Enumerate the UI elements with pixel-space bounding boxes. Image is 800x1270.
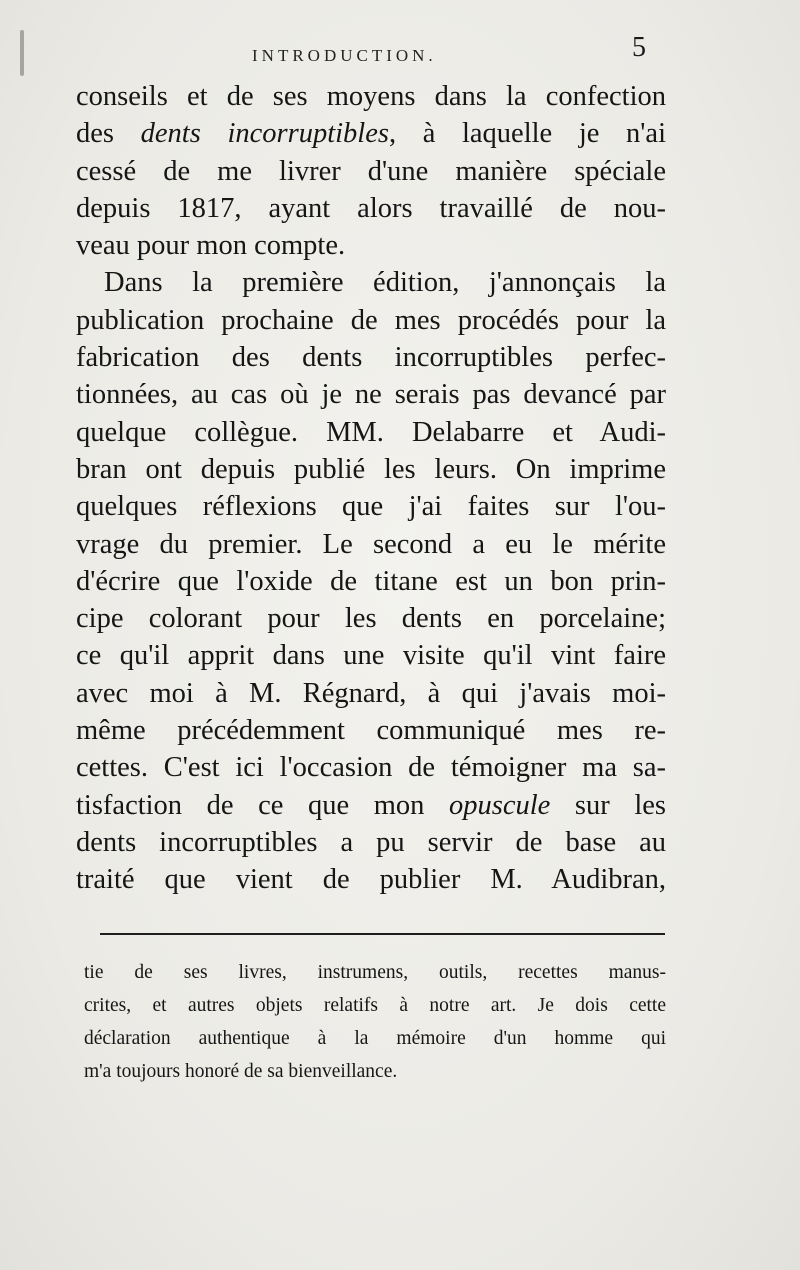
footnote-line: tie de ses livres, instrumens, outils, recettes manus- bbox=[84, 962, 666, 983]
body-line: fabrication des dents incorruptibles perfec- bbox=[76, 342, 666, 374]
body-line: quelques réflexions que j'ai faites sur l'ou- bbox=[76, 491, 666, 523]
margin-mark bbox=[20, 30, 24, 76]
footnote-line: déclaration authentique à la mémoire d'un homme qui bbox=[84, 1028, 666, 1049]
body-line: vrage du premier. Le second a eu le mérite bbox=[76, 528, 666, 560]
body-line: cipe colorant pour les dents en porcelaine; bbox=[76, 603, 666, 635]
body-line: cettes. C'est ici l'occasion de témoigner ma sa- bbox=[76, 752, 666, 784]
body-line bbox=[76, 787, 666, 824]
body-text bbox=[76, 78, 666, 899]
body-line-segment: des bbox=[76, 118, 141, 150]
body-line: quelque collègue. MM. Delabarre et Audi- bbox=[76, 416, 666, 448]
body-line: même précédemment communiqué mes re- bbox=[76, 715, 666, 747]
body-line: dents incorruptibles a pu servir de base au bbox=[76, 826, 666, 858]
footnote-rule bbox=[100, 933, 665, 935]
italic-term: dents incorruptibles bbox=[140, 118, 389, 150]
body-line: publication prochaine de mes procédés pour la bbox=[76, 304, 666, 336]
body-line: avec moi à M. Régnard, à qui j'avais moi- bbox=[76, 677, 666, 709]
body-line: depuis 1817, ayant alors travaillé de nou- bbox=[76, 192, 666, 224]
body-line: bran ont depuis publié les leurs. On imprime bbox=[76, 453, 666, 485]
body-line: cessé de me livrer d'une manière spéciale bbox=[76, 155, 666, 187]
body-line: Dans la première édition, j'annonçais la bbox=[104, 267, 666, 299]
running-head: INTRODUCTION. bbox=[252, 46, 437, 65]
body-line: traité que vient de publier M. Audibran, bbox=[76, 864, 666, 896]
footnote-line: crites, et autres objets relatifs à notre art. Je dois cette bbox=[84, 995, 666, 1016]
footnote bbox=[84, 956, 666, 1088]
body-line: veau pour mon compte. bbox=[76, 230, 346, 262]
body-line-segment: sur les bbox=[550, 789, 666, 821]
italic-term: opuscule bbox=[449, 789, 551, 821]
body-line: ce qu'il apprit dans une visite qu'il vint faire bbox=[76, 640, 666, 672]
body-line: tionnées, au cas où je ne serais pas devancé par bbox=[76, 379, 666, 411]
footnote-line: m'a toujours honoré de sa bienveillance. bbox=[84, 1061, 398, 1082]
body-line: conseils et de ses moyens dans la confection bbox=[76, 81, 666, 112]
page-number: 5 bbox=[632, 32, 646, 63]
body-line: d'écrire que l'oxide de titane est un bon prin- bbox=[76, 565, 666, 597]
body-line-segment: tisfaction de ce que mon bbox=[76, 789, 450, 821]
body-line-segment: , à laquelle je n'ai bbox=[388, 118, 666, 150]
body-line bbox=[76, 115, 666, 152]
